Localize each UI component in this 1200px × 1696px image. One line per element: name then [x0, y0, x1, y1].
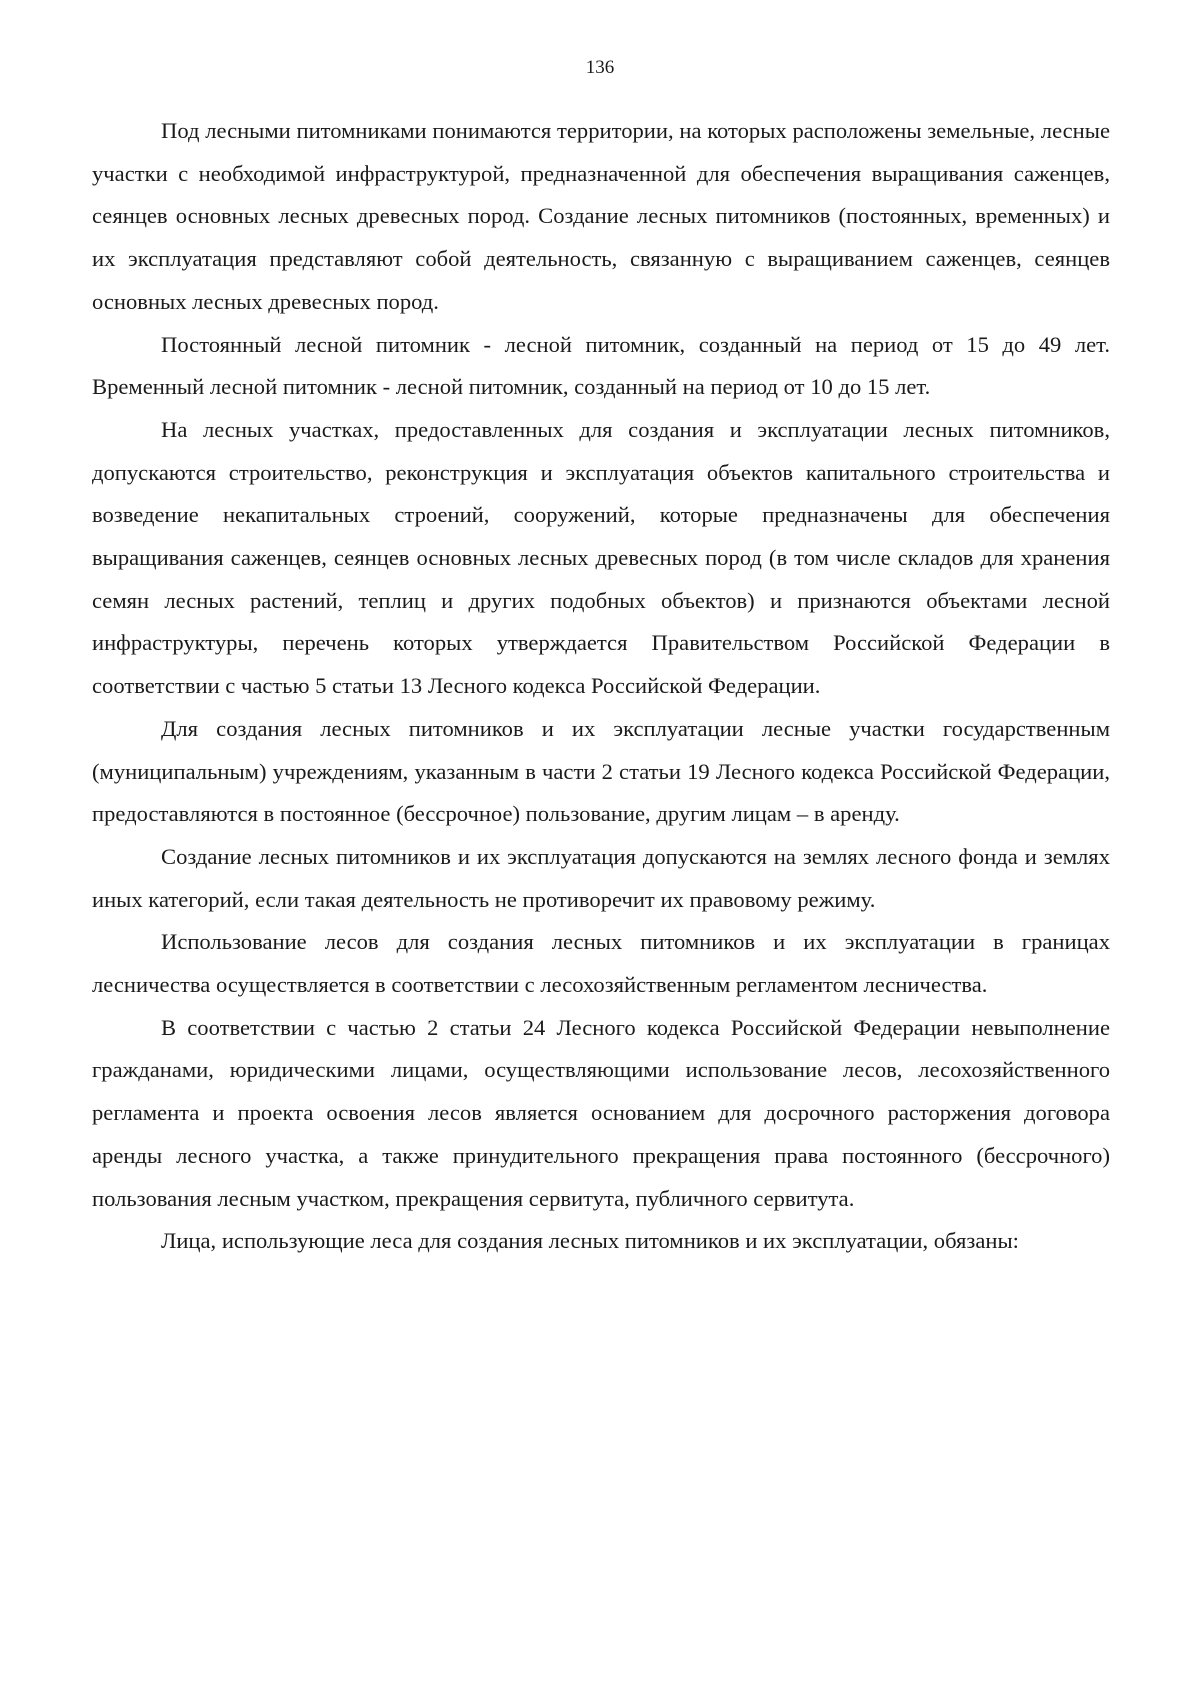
paragraph-nursery-definition: Под лесными питомниками понимаются территории, на которых расположены земельные, лесные участки с необходимой инфраструктурой, предназначенной для обеспечения выращивания саженцев, сеянцев основных лесных древесных пород. Создание лесных питомников (постоянных, временных) и их эксплуатация представляют собой деятельность, связанную с выращиванием саженцев, сеянцев основных лесных древесных пород. [92, 118, 1110, 314]
document-body [92, 110, 1110, 1263]
paragraph-construction-permitted: На лесных участках, предоставленных для создания и эксплуатации лесных питомников, допускаются строительство, реконструкция и эксплуатация объектов капитального строительства и возведение некапитальных строений, сооружений, которые предназначены для обеспечения выращивания саженцев, сеянцев основных лесных древесных пород (в том числе складов для хранения семян лесных растений, теплиц и других подобных объектов) и признаются объектами лесной инфраструктуры, перечень которых утверждается Правительством Российской Федерации в соответствии с частью 5 статьи 13 Лесного кодекса Российской Федерации. [92, 416, 1110, 699]
paragraph-forestry-regulations: Использование лесов для создания лесных питомников и их эксплуатации в границах лесничества осуществляется в соответствии с лесохозяйственным регламентом лесничества. [92, 929, 1110, 998]
paragraph-obligations-intro: Лица, использующие леса для создания лесных питомников и их эксплуатации, обязаны: [161, 1228, 1019, 1254]
paragraph-termination-grounds: В соответствии с частью 2 статьи 24 Лесного кодекса Российской Федерации невыполнение гражданами, юридическими лицами, осуществляющими использование лесов, лесохозяйственного регламента и проекта освоения лесов является основанием для досрочного расторжения договора аренды лесного участка, а также принудительного прекращения права постоянного (бессрочного) пользования лесным участком, прекращения сервитута, публичного сервитута. [92, 1014, 1110, 1211]
paragraph-land-categories: Создание лесных питомников и их эксплуатация допускаются на землях лесного фонда и землях иных категорий, если такая деятельность не противоречит их правовому режиму. [92, 843, 1110, 912]
paragraph-nursery-types: Постоянный лесной питомник - лесной питомник, созданный на период от 15 до 49 лет. Временный лесной питомник - лесной питомник, созданный на период от 10 до 15 лет. [92, 331, 1110, 400]
paragraph-land-provision: Для создания лесных питомников и их эксплуатации лесные участки государственным (муниципальным) учреждениям, указанным в части 2 статьи 19 Лесного кодекса Российской Федерации, предоставляются в постоянное (бессрочное) пользование, другим лицам – в аренду. [92, 715, 1110, 827]
page-number: 136 [585, 57, 615, 78]
